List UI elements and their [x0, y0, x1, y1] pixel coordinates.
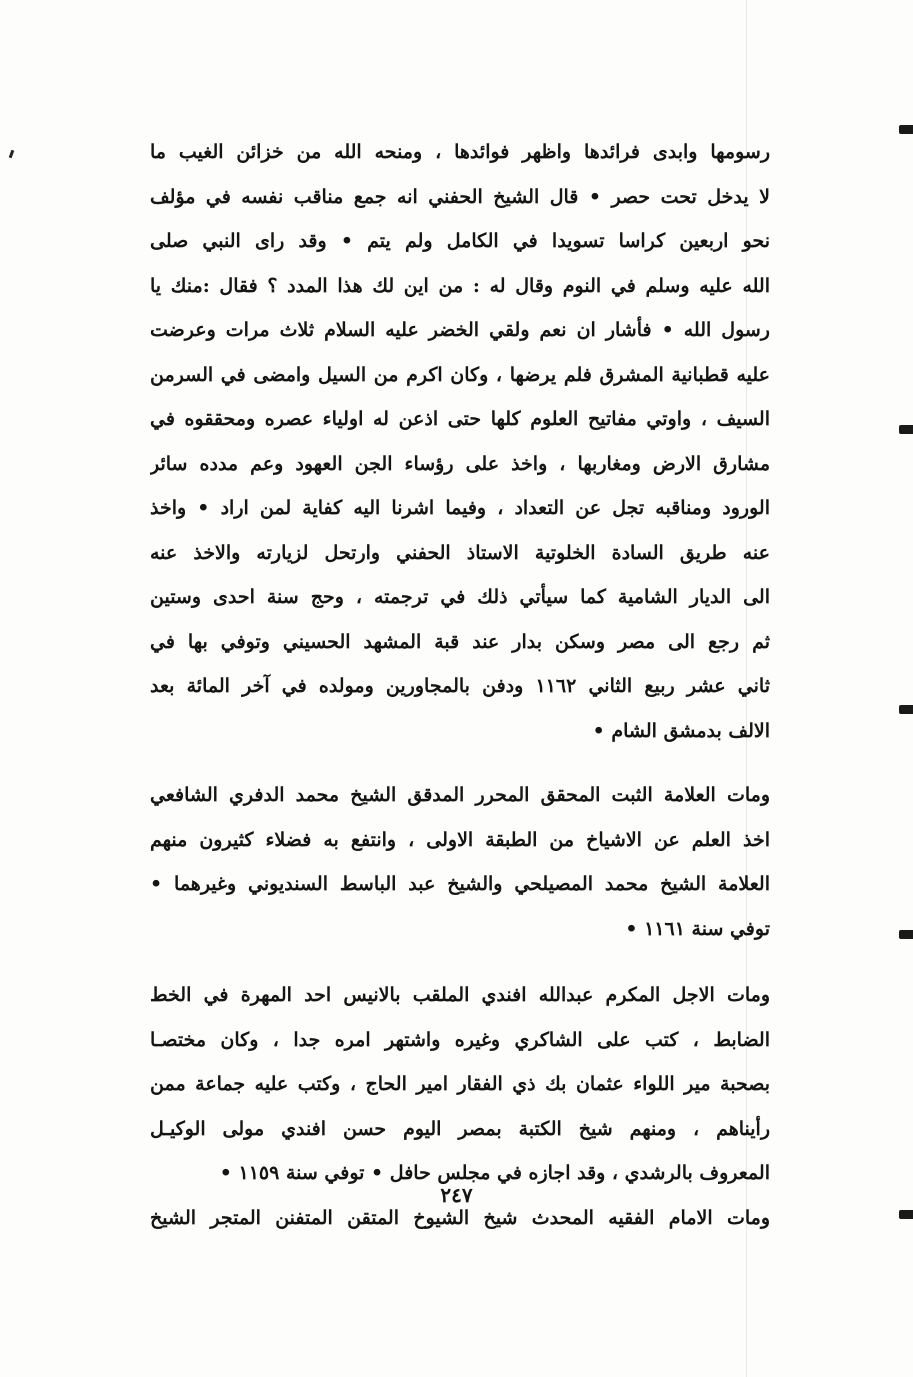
text-line: ثم رجع الى مصر وسكن بدار عند قبة المشهد الحسيني وتوفي بها في: [150, 630, 770, 653]
page-edge-tab: [899, 930, 913, 939]
text-line: ومات الاجل المكرم عبدالله افندي الملقب بالانيس احد المهرة في الخط: [150, 984, 770, 1006]
paragraph: [150, 773, 770, 951]
body-text: [150, 130, 770, 1240]
text-line: بصحبة مير اللواء عثمان بك ذي الفقار امير الحاج ، وكتب عليه جماعة ممن: [150, 1073, 770, 1095]
text-line: العلامة الشيخ محمد المصيلحي والشيخ عبد الباسط السنديوني وغيرهما •: [150, 873, 770, 895]
text-line: الالف بدمشق الشام •: [592, 719, 770, 742]
text-line: ثاني عشر ربيع الثاني ١١٦٢ ودفن بالمجاورين ومولده في آخر المائة بعد: [150, 675, 770, 697]
text-line: رسومها وابدى فرائدها واظهر فوائدها ، ومنحه الله من خزائن الغيب ما: [150, 141, 770, 163]
paragraph: [150, 973, 770, 1196]
text-line: المعروف بالرشدي ، وقد اجازه في مجلس حافل • توفي سنة ١١٥٩ •: [219, 1162, 770, 1184]
text-line: توفي سنة ١١٦١ •: [625, 917, 770, 940]
page-edge-tab: [899, 425, 913, 434]
text-line: لا يدخل تحت حصر • قال الشيخ الحفني انه جمع مناقب نفسه في مؤلف: [150, 185, 770, 208]
margin-mark: [9, 150, 15, 159]
page-edge-tab: [899, 1210, 913, 1219]
text-line: رسول الله • فأشار ان نعم ولقي الخضر عليه السلام ثلاث مرات وعرضت: [150, 319, 770, 341]
text-line: ومات العلامة الثبت المحقق المحرر المدقق الشيخ محمد الدفري الشافعي: [150, 784, 770, 806]
paragraph: [150, 130, 770, 753]
text-line: رأيناهم ، ومنهم شيخ الكتبة بمصر اليوم حسن افندي مولى الوكيـل: [150, 1117, 770, 1140]
text-line: الى الديار الشامية كما سيأتي ذلك في ترجمته ، وحج سنة احدى وستين: [150, 586, 770, 608]
text-line: الضابط ، كتب على الشاكري وغيره واشتهر امره جدا ، وكان مختصـا: [150, 1028, 770, 1051]
text-line: عنه طريق السادة الخلوتية الاستاذ الحفني وارتحل لزيارته والاخذ عنه: [150, 541, 770, 564]
text-line: مشارق الارض ومغاربها ، واخذ على رؤساء الجن العهود وعم مدده سائر: [150, 452, 770, 475]
text-line: اخذ العلم عن الاشياخ من الطبقة الاولى ، وانتفع به فضلاء كثيرون منهم: [150, 828, 770, 851]
text-line: ومات الامام الفقيه المحدث شيخ الشيوخ المتقن المتفنن المتجر الشيخ: [150, 1206, 770, 1229]
page-number: ٢٤٧: [440, 1183, 473, 1207]
text-line: نحو اربعين كراسا تسويدا في الكامل ولم يتم • وقد راى النبي صلى: [150, 230, 770, 252]
text-line: الورود ومناقبه تجل عن التعداد ، وفيما اشرنا اليه كفاية لمن اراد • واخذ: [150, 497, 770, 519]
page-edge-tab: [899, 125, 913, 134]
text-line: عليه قطبانية المشرق فلم يرضها ، وكان اكرم من السيل وامضى في السرمن: [150, 363, 770, 386]
text-line: الله عليه وسلم في النوم وقال له : من اين لك هذا المدد ؟ فقال :منك يا: [150, 274, 770, 297]
page-edge-tab: [899, 705, 913, 714]
text-line: السيف ، واوتي مفاتيح العلوم كلها حتى اذعن له اولياء عصره ومحققوه في: [150, 408, 770, 430]
